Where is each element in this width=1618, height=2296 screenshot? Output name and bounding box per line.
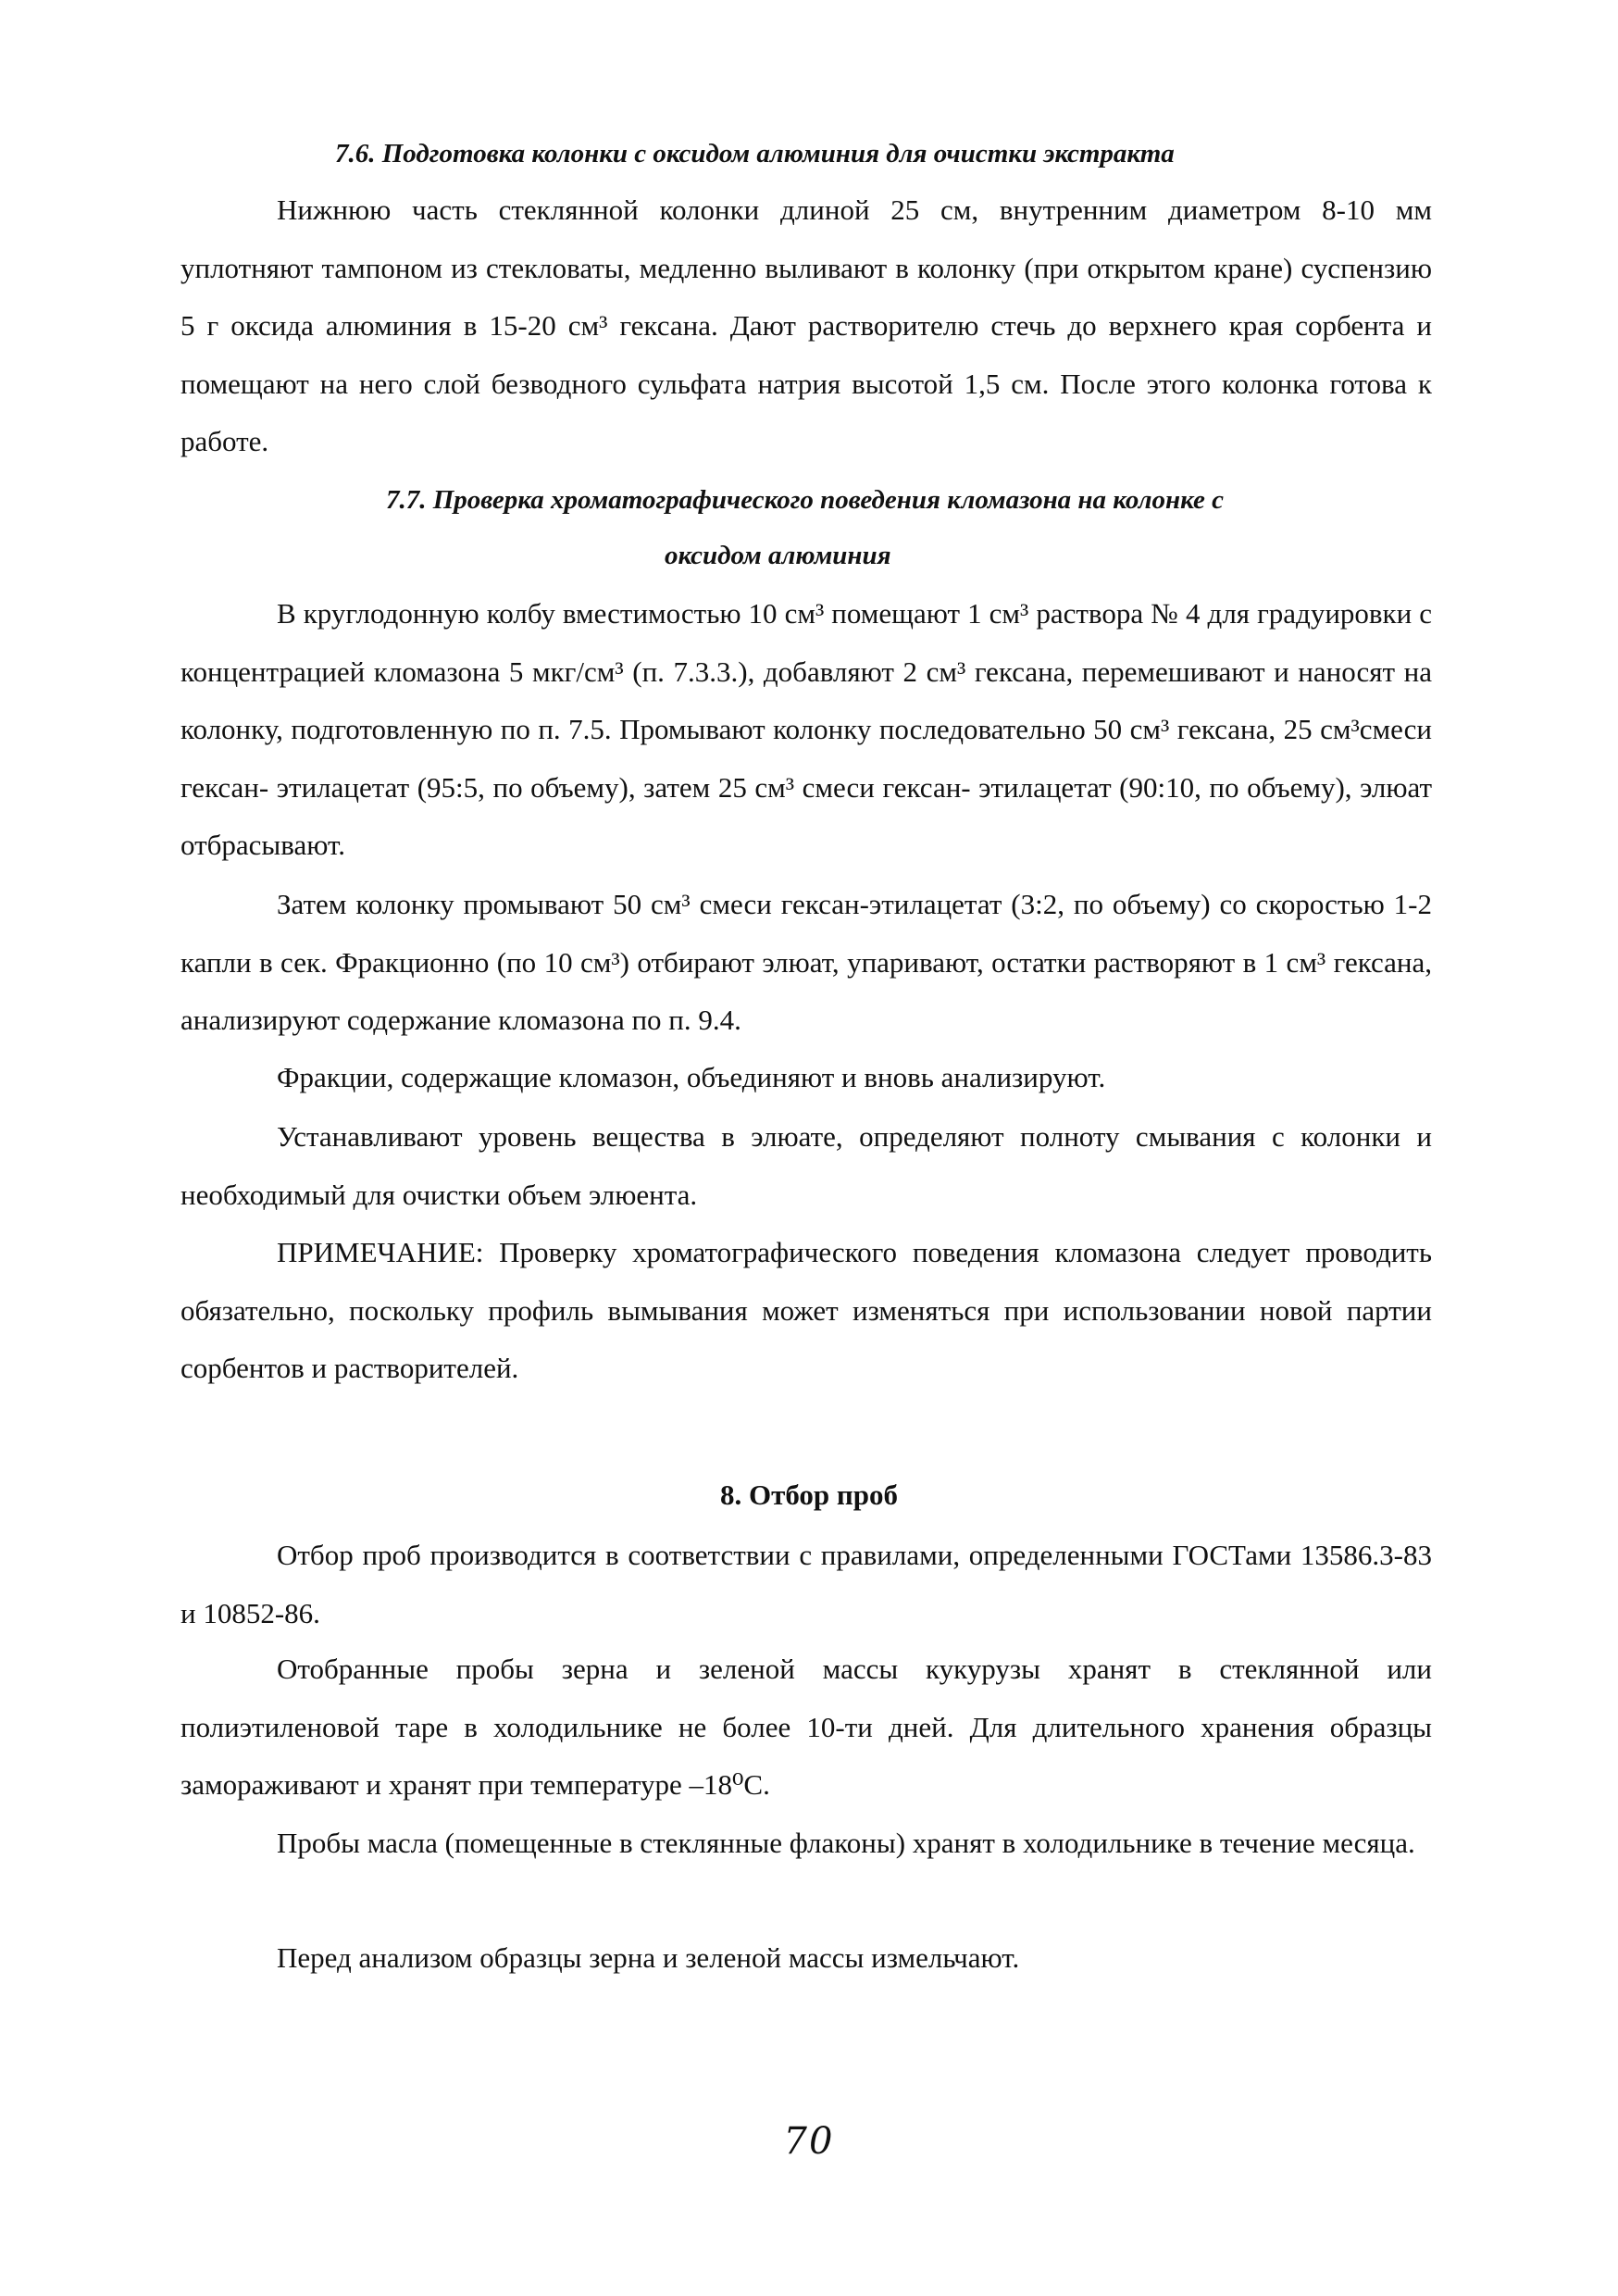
paragraph-8-sampling: Отбор проб производится в соответствии с правилами, определенными ГОСТами 13586.3-83 и 10852-86. (180, 1539, 1432, 1629)
section-heading-8: 8. Отбор проб (719, 1479, 899, 1511)
paragraph-8-grinding: Перед анализом образцы зерна и зеленой массы измельчают. (277, 1941, 1020, 1974)
paragraph-7-7-note: ПРИМЕЧАНИЕ: Проверку хроматографического поведения кломазона следует проводить обязательно, поскольку профиль вымывания может изменяться при использовании новой партии сорбентов и растворителей. (180, 1236, 1432, 1384)
paragraph-7-7-fractions: Фракции, содержащие кломазон, объединяют и вновь анализируют. (277, 1061, 1106, 1093)
paragraph-8-oil: Пробы масла (помещенные в стеклянные флаконы) хранят в холодильнике в течение месяца. (277, 1827, 1415, 1859)
paragraph-7-7-procedure: В круглодонную колбу вместимостью 10 см³ помещают 1 см³ раствора № 4 для градуировки с концентрацией кломазона 5 мкг/см³ (п. 7.3.3.), добавляют 2 см³ гексана, перемешивают и наносят на колонку, подготовленную по п. 7.5. Промывают колонку последовательно 50 см³ гексана, 25 см³смеси гексан- этилацетат (95:5, по объему), затем 25 см³ смеси гексан- этилацетат (90:10, по объему), элюат отбрасывают. (180, 597, 1432, 861)
paragraph-7-7-level: Устанавливают уровень вещества в элюате, определяют полноту смывания с колонки и необходимый для очистки объем элюента. (180, 1120, 1432, 1211)
section-heading-7-7-line1: 7.7. Проверка хроматографического поведения кломазона на колонке с (386, 485, 1224, 515)
page-number: 70 (783, 2120, 835, 2163)
paragraph-7-6-body: Нижнюю часть стеклянной колонки длиной 25 см, внутренним диаметром 8-10 мм уплотняют тампоном из стекловаты, медленно выливают в колонку (при открытом кране) суспензию 5 г оксида алюминия в 15-20 см³ гексана. Дают растворителю стечь до верхнего края сорбента и помещают на него слой безводного сульфата натрия высотой 1,5 см. После этого колонка готова к работе. (180, 193, 1432, 457)
section-heading-7-6: 7.6. Подготовка колонки с оксидом алюминия для очистки экстракта (335, 139, 1175, 168)
paragraph-7-7-elution: Затем колонку промывают 50 см³ смеси гексан-этилацетат (3:2, по объему) со скоростью 1-2 капли в сек. Фракционно (по 10 см³) отбирают элюат, упаривают, остатки растворяют в 1 см³ гексана, анализируют содержание кломазона по п. 9.4. (180, 888, 1432, 1036)
section-heading-7-7-line2: оксидом алюминия (665, 541, 891, 570)
paragraph-8-storage: Отобранные пробы зерна и зеленой массы кукурузы хранят в стеклянной или полиэтиленовой таре в холодильнике не более 10-ти дней. Для длительного хранения образцы замораживают и хранят при температуре –18⁰С. (180, 1653, 1432, 1801)
